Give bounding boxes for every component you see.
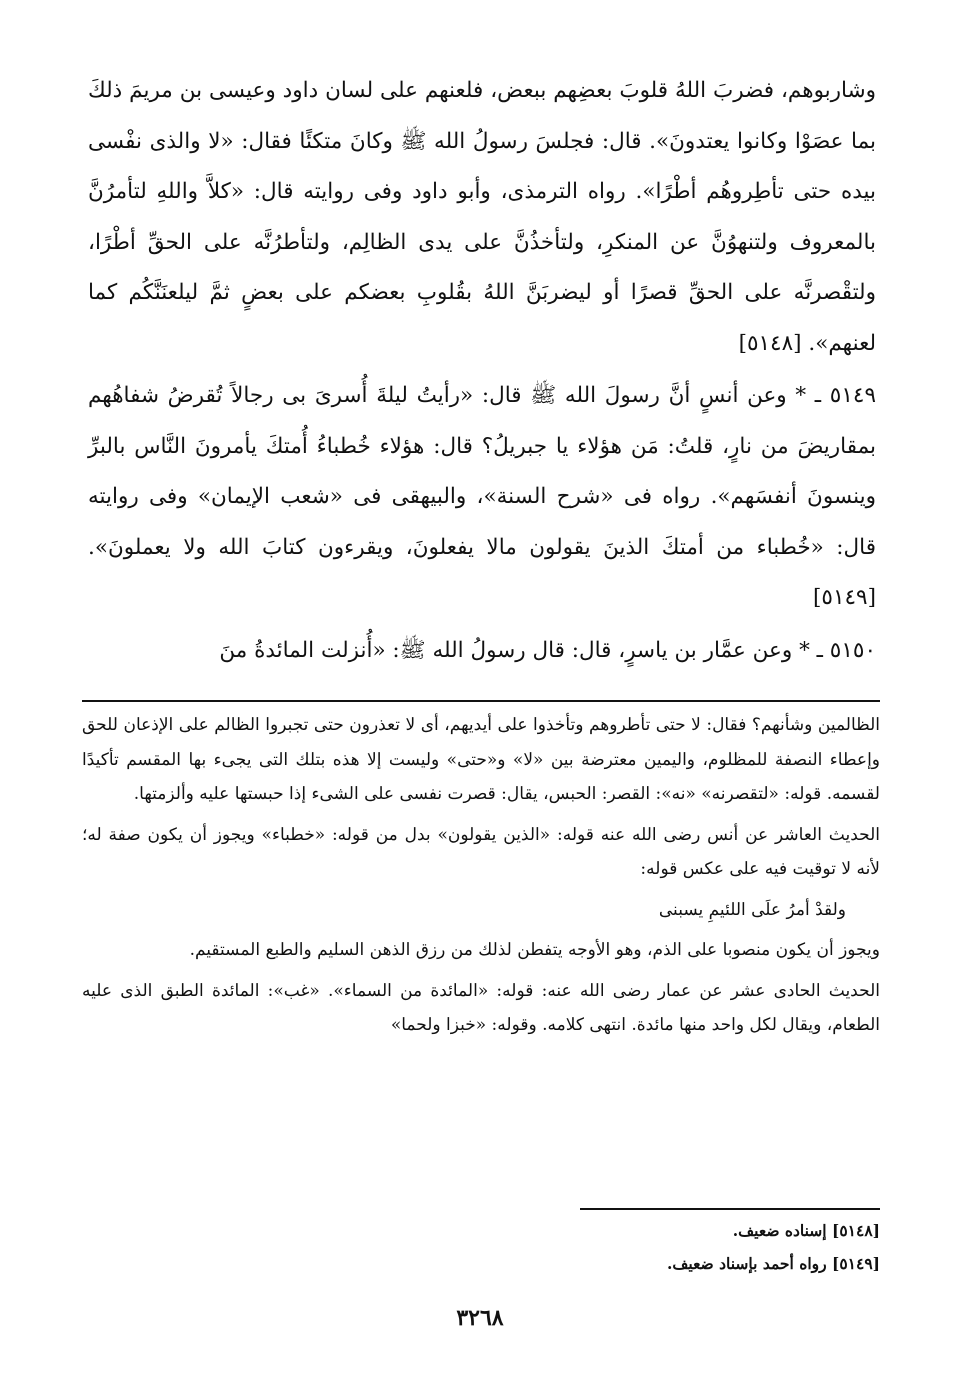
commentary-paragraph: ويجوز أن يكون منصوبا على الذم، وهو الأوجه يتفطن لذلك من رزق الذهن السليم والطبع المستقيم.	[189, 940, 880, 960]
commentary-verse: ولقدْ أمرُ علَى اللئيمِ يسبنى	[658, 899, 846, 920]
hadith-5149: ٥١٤٩ ـ * وعن أنسٍ أنَّ رسولَ الله ﷺ قال: «رأيتُ ليلةَ أُسرىَ بى رجالاً تُقرضُ شفاهُهم بمقاريضَ من نارٍ، قلتُ: مَن هؤلاء يا جبريلُ؟ قال: هؤلاء خُطباءُ أُمتكَ يأمرونَ النَّاس بالبرِّ وينسونَ أنفسَهم». رواه فى «شرح السنة»، والبيهقى فى «شعب الإيمان» وفى روايته قال: «خُطباء من أمتكَ الذينَ يقولون مالا يفعلونَ، ويقرءون كتابَ الله ولا يعملونَ». [٥١٤٩]	[88, 383, 876, 610]
commentary-divider	[82, 700, 880, 702]
commentary-paragraph: الحديث العاشر عن أنس رضى الله عنه قوله: «الذين يقولون» بدل من قوله: «خطباء» ويجوز أن يكون صفة له؛ لأنه لا توقيت فيه على عكس قوله:	[82, 824, 880, 879]
footnote-5149: [٥١٤٩] رواه أحمد بإسناد ضعيف.	[666, 1254, 880, 1273]
commentary-paragraph: الحديث الحادى عشر عن عمار رضى الله عنه: قوله: «المائدة من السماء». «غب»: المائدة الطبق الذى عليه الطعام، ويقال لكل واحد منها مائدة. انتهى كلامه. وقوله: «خبزا ولحما»	[82, 980, 880, 1035]
main-text	[88, 66, 876, 676]
footnotes	[420, 1214, 880, 1280]
hadith-5148-continuation: وشاربوهم، فضربَ اللهُ قلوبَ بعضِهم ببعض، فلعنهم على لسان داود وعيسى بن مريمَ ذلكَ بما عصَوْا وكانوا يعتدونَ». قال: فجلسَ رسولُ الله ﷺ وكانَ متكئًا فقال: «لا والذى نفْسى بيده حتى تأطِروهُم أطْرًا». رواه الترمذى، وأبو داود وفى روايته قال: «كلاَّ واللهِ لتأمرُنَّ بالمعروف ولتنهوُنَّ عن المنكرِ، ولتأخذُنَّ على يدى الظالِم، ولتأطرُنَّه على الحقِّ أطْرًا، ولتقْصرنَّه على الحقِّ قصرًا أو ليضربَنَّ اللهُ بقُلوبِ بعضكم على بعضٍ ثمَّ ليلعنَنَّكُم كما لعنهم». [٥١٤٨]	[88, 78, 876, 356]
footnotes-divider	[580, 1208, 880, 1210]
page-number: ٣٢٦٨	[456, 1305, 504, 1331]
commentary-paragraph: الظالمين وشأنهم؟ فقال: لا حتى تأطروهم وتأخذوا على أيديهم، أى لا تعذرون حتى تجبروا الظالم على الإذعان للحق وإعطاء النصفة للمظلوم، واليمين معترضة بين «لا» و«حتى» وليست إلا هذه بتلك التى يجىء بها المقسم تأكيدًا لقسمه. قوله: «لتقصرنه» «نه»: القصر: الحبس، يقال: قصرت نفسى على الشىء إذا حبستها عليه وألزمتها.	[82, 715, 880, 804]
hadith-5150-start: ٥١٥٠ ـ * وعن عمَّار بن ياسرٍ، قال: قال رسولُ الله ﷺ: «أُنزلت المائدةُ منَ	[219, 637, 876, 663]
commentary-text	[82, 708, 880, 1049]
footnote-5148: [٥١٤٨] إسناده ضعيف.	[732, 1221, 880, 1240]
